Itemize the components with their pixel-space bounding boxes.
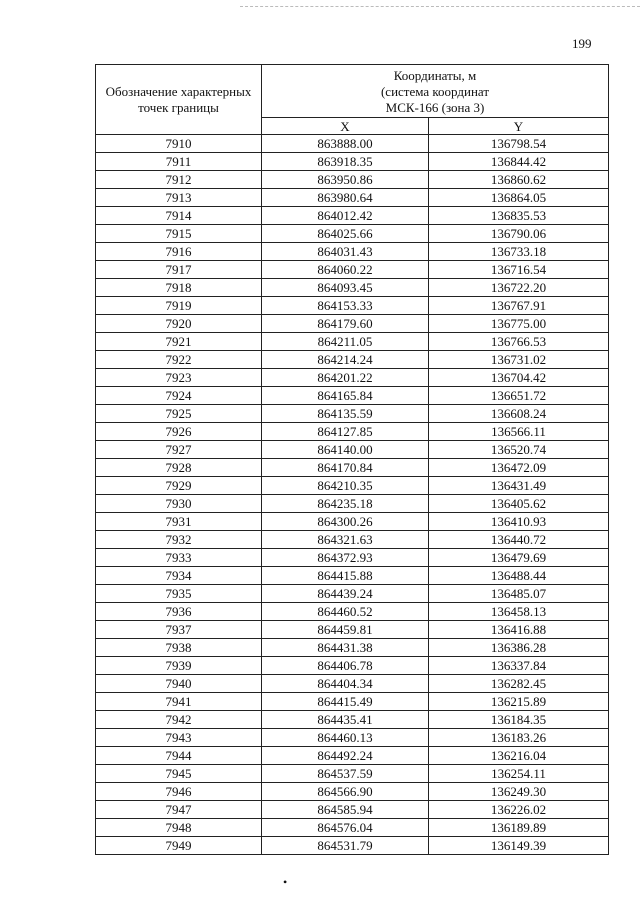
top-rule-line <box>240 6 640 7</box>
table-row <box>96 387 609 405</box>
y-coordinate-cell: 136651.72 <box>429 387 609 405</box>
point-id-cell: 7917 <box>96 261 262 279</box>
point-id-cell: 7924 <box>96 387 262 405</box>
y-coordinate-cell: 136189.89 <box>429 819 609 837</box>
table-row <box>96 261 609 279</box>
point-id-cell: 7949 <box>96 837 262 855</box>
x-coordinate-cell: 864460.52 <box>262 603 429 621</box>
table-row <box>96 675 609 693</box>
x-coordinate-cell: 863888.00 <box>262 135 429 153</box>
y-coordinate-cell: 136386.28 <box>429 639 609 657</box>
y-coordinate-cell: 136472.09 <box>429 459 609 477</box>
y-coordinate-cell: 136337.84 <box>429 657 609 675</box>
y-coordinate-cell: 136183.26 <box>429 729 609 747</box>
y-coordinate-cell: 136215.89 <box>429 693 609 711</box>
x-coordinate-cell: 864415.88 <box>262 567 429 585</box>
point-id-cell: 7943 <box>96 729 262 747</box>
table-row <box>96 477 609 495</box>
x-coordinate-cell: 864492.24 <box>262 747 429 765</box>
point-id-cell: 7938 <box>96 639 262 657</box>
table-row <box>96 711 609 729</box>
x-coordinate-cell: 864406.78 <box>262 657 429 675</box>
x-coordinate-cell: 864235.18 <box>262 495 429 513</box>
x-coordinate-cell: 864012.42 <box>262 207 429 225</box>
point-id-cell: 7942 <box>96 711 262 729</box>
x-coordinate-cell: 864211.05 <box>262 333 429 351</box>
table-row <box>96 441 609 459</box>
point-id-cell: 7939 <box>96 657 262 675</box>
table-row <box>96 351 609 369</box>
y-coordinate-cell: 136440.72 <box>429 531 609 549</box>
point-id-cell: 7945 <box>96 765 262 783</box>
table-row <box>96 747 609 765</box>
y-coordinate-cell: 136733.18 <box>429 243 609 261</box>
x-coordinate-cell: 864025.66 <box>262 225 429 243</box>
x-coordinate-cell: 864431.38 <box>262 639 429 657</box>
x-coordinate-cell: 864585.94 <box>262 801 429 819</box>
x-coordinate-cell: 864459.81 <box>262 621 429 639</box>
point-id-cell: 7948 <box>96 819 262 837</box>
point-id-cell: 7944 <box>96 747 262 765</box>
point-designation-header: Обозначение характерных точек границы <box>96 65 262 135</box>
x-coordinate-cell: 864321.63 <box>262 531 429 549</box>
y-coordinate-cell: 136282.45 <box>429 675 609 693</box>
y-coordinate-cell: 136184.35 <box>429 711 609 729</box>
table-row <box>96 801 609 819</box>
x-coordinate-cell: 864531.79 <box>262 837 429 855</box>
x-coordinate-cell: 864460.13 <box>262 729 429 747</box>
y-coordinate-cell: 136458.13 <box>429 603 609 621</box>
point-id-cell: 7926 <box>96 423 262 441</box>
x-coordinate-cell: 864214.24 <box>262 351 429 369</box>
x-coordinate-cell: 863980.64 <box>262 189 429 207</box>
table-row <box>96 819 609 837</box>
table-row <box>96 531 609 549</box>
x-coordinate-cell: 864165.84 <box>262 387 429 405</box>
x-coordinate-cell: 863918.35 <box>262 153 429 171</box>
point-id-cell: 7914 <box>96 207 262 225</box>
x-coordinate-cell: 864439.24 <box>262 585 429 603</box>
point-id-cell: 7925 <box>96 405 262 423</box>
x-coordinate-cell: 863950.86 <box>262 171 429 189</box>
table-row <box>96 657 609 675</box>
x-coordinate-cell: 864127.85 <box>262 423 429 441</box>
x-coordinate-cell: 864135.59 <box>262 405 429 423</box>
point-id-cell: 7911 <box>96 153 262 171</box>
point-id-cell: 7912 <box>96 171 262 189</box>
coordinates-header-line3: МСК-166 (зона 3) <box>385 100 485 115</box>
x-coordinate-cell: 864201.22 <box>262 369 429 387</box>
point-id-cell: 7918 <box>96 279 262 297</box>
y-coordinate-cell: 136790.06 <box>429 225 609 243</box>
table-row <box>96 585 609 603</box>
point-id-cell: 7921 <box>96 333 262 351</box>
point-id-cell: 7929 <box>96 477 262 495</box>
table-row <box>96 297 609 315</box>
point-id-cell: 7934 <box>96 567 262 585</box>
point-id-cell: 7923 <box>96 369 262 387</box>
point-id-cell: 7916 <box>96 243 262 261</box>
table-row <box>96 171 609 189</box>
point-id-cell: 7913 <box>96 189 262 207</box>
table-row <box>96 153 609 171</box>
y-coordinate-cell: 136775.00 <box>429 315 609 333</box>
y-coordinate-cell: 136864.05 <box>429 189 609 207</box>
x-coordinate-cell: 864153.33 <box>262 297 429 315</box>
x-coordinate-cell: 864060.22 <box>262 261 429 279</box>
x-coordinate-cell: 864435.41 <box>262 711 429 729</box>
table-row <box>96 207 609 225</box>
x-coordinate-cell: 864566.90 <box>262 783 429 801</box>
x-column-header: X <box>262 118 429 135</box>
y-coordinate-cell: 136608.24 <box>429 405 609 423</box>
table-row <box>96 693 609 711</box>
x-coordinate-cell: 864404.34 <box>262 675 429 693</box>
point-id-cell: 7930 <box>96 495 262 513</box>
point-id-cell: 7933 <box>96 549 262 567</box>
point-id-cell: 7936 <box>96 603 262 621</box>
table-row <box>96 513 609 531</box>
x-coordinate-cell: 864300.26 <box>262 513 429 531</box>
table-row <box>96 603 609 621</box>
x-coordinate-cell: 864179.60 <box>262 315 429 333</box>
coordinates-group-header <box>262 65 609 118</box>
y-coordinate-cell: 136520.74 <box>429 441 609 459</box>
point-id-cell: 7928 <box>96 459 262 477</box>
point-id-cell: 7927 <box>96 441 262 459</box>
point-id-cell: 7920 <box>96 315 262 333</box>
point-id-cell: 7935 <box>96 585 262 603</box>
table-row <box>96 621 609 639</box>
y-coordinate-cell: 136716.54 <box>429 261 609 279</box>
y-coordinate-cell: 136149.39 <box>429 837 609 855</box>
point-id-cell: 7946 <box>96 783 262 801</box>
y-coordinate-cell: 136405.62 <box>429 495 609 513</box>
y-coordinate-cell: 136416.88 <box>429 621 609 639</box>
y-coordinate-cell: 136254.11 <box>429 765 609 783</box>
coordinates-table <box>95 64 609 855</box>
y-coordinate-cell: 136216.04 <box>429 747 609 765</box>
table-row <box>96 279 609 297</box>
point-id-cell: 7947 <box>96 801 262 819</box>
table-row <box>96 333 609 351</box>
table-row <box>96 459 609 477</box>
table-row <box>96 495 609 513</box>
footer-mark: • <box>283 875 288 889</box>
table-row <box>96 369 609 387</box>
y-coordinate-cell: 136249.30 <box>429 783 609 801</box>
y-coordinate-cell: 136722.20 <box>429 279 609 297</box>
point-id-cell: 7910 <box>96 135 262 153</box>
point-id-cell: 7915 <box>96 225 262 243</box>
x-coordinate-cell: 864415.49 <box>262 693 429 711</box>
table-row <box>96 729 609 747</box>
x-coordinate-cell: 864031.43 <box>262 243 429 261</box>
y-coordinate-cell: 136860.62 <box>429 171 609 189</box>
x-coordinate-cell: 864372.93 <box>262 549 429 567</box>
table-row <box>96 639 609 657</box>
y-coordinate-cell: 136479.69 <box>429 549 609 567</box>
table-row <box>96 765 609 783</box>
point-id-cell: 7922 <box>96 351 262 369</box>
table-row <box>96 135 609 153</box>
table-row <box>96 405 609 423</box>
y-coordinate-cell: 136835.53 <box>429 207 609 225</box>
y-coordinate-cell: 136798.54 <box>429 135 609 153</box>
y-coordinate-cell: 136488.44 <box>429 567 609 585</box>
y-coordinate-cell: 136431.49 <box>429 477 609 495</box>
y-coordinate-cell: 136731.02 <box>429 351 609 369</box>
table-row <box>96 189 609 207</box>
coordinates-header-line1: Координаты, м <box>393 68 477 83</box>
page-number: 199 <box>572 36 592 51</box>
x-coordinate-cell: 864576.04 <box>262 819 429 837</box>
y-coordinate-cell: 136704.42 <box>429 369 609 387</box>
point-id-cell: 7932 <box>96 531 262 549</box>
point-id-cell: 7931 <box>96 513 262 531</box>
y-coordinate-cell: 136767.91 <box>429 297 609 315</box>
table-row <box>96 315 609 333</box>
table-row <box>96 225 609 243</box>
y-coordinate-cell: 136766.53 <box>429 333 609 351</box>
table-row <box>96 423 609 441</box>
table-body <box>96 135 609 855</box>
table-row <box>96 567 609 585</box>
table-row <box>96 783 609 801</box>
y-coordinate-cell: 136410.93 <box>429 513 609 531</box>
point-id-cell: 7937 <box>96 621 262 639</box>
y-coordinate-cell: 136566.11 <box>429 423 609 441</box>
x-coordinate-cell: 864210.35 <box>262 477 429 495</box>
x-coordinate-cell: 864140.00 <box>262 441 429 459</box>
x-coordinate-cell: 864093.45 <box>262 279 429 297</box>
y-column-header: Y <box>429 118 609 135</box>
point-id-cell: 7941 <box>96 693 262 711</box>
y-coordinate-cell: 136485.07 <box>429 585 609 603</box>
table-row <box>96 549 609 567</box>
x-coordinate-cell: 864170.84 <box>262 459 429 477</box>
table-row <box>96 243 609 261</box>
coordinates-header-line2: (система координат <box>380 84 490 99</box>
y-coordinate-cell: 136226.02 <box>429 801 609 819</box>
y-coordinate-cell: 136844.42 <box>429 153 609 171</box>
x-coordinate-cell: 864537.59 <box>262 765 429 783</box>
point-id-cell: 7940 <box>96 675 262 693</box>
point-id-cell: 7919 <box>96 297 262 315</box>
table-row <box>96 837 609 855</box>
